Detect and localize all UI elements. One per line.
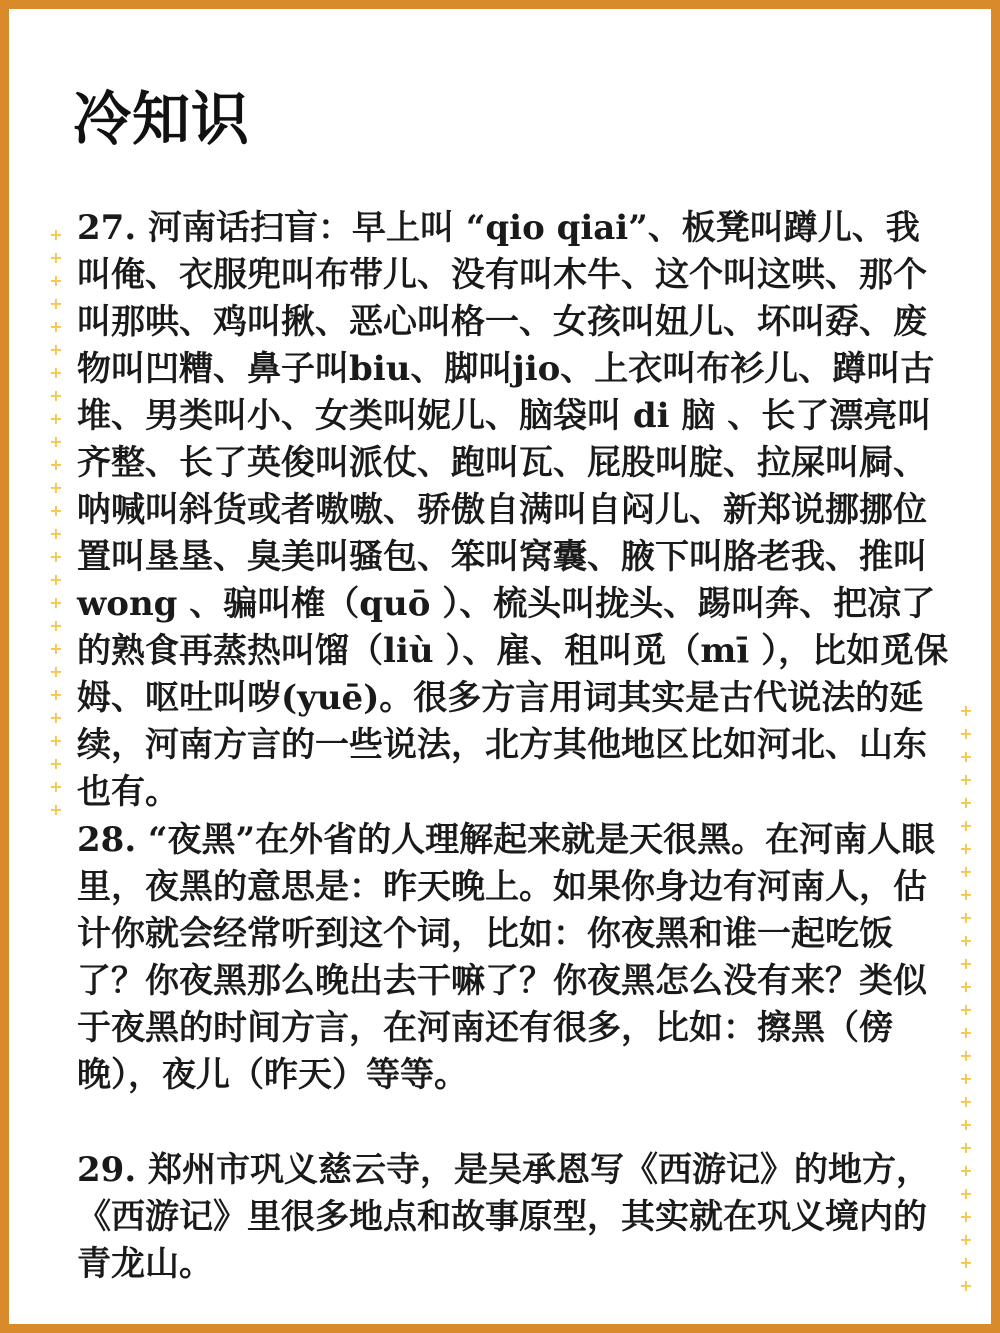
decorative-dots-right-icon: + + + + + + + + + + + + + + + + + + + + + + + + + + <box>959 701 973 1295</box>
decorative-dots-left-icon: + + + + + + + + + + + + + + + + + + + + + + + + + + <box>49 225 63 819</box>
fact-28-paragraph: 28. “夜黑”在外省的人理解起来就是天很黑。在河南人眼里，夜黑的意思是：昨天晚上。如果你身边有河南人，估计你就会经常听到这个词，比如：你夜黑和谁一起吃饭了？你夜黑那么晚出去干嘛了？你夜黑怎么没有来？类似于夜黑的时间方言，在河南还有很多，比如：擦黑（傍晚），夜儿（昨天）等等。 <box>77 820 936 1095</box>
fact-29-paragraph: 29. 郑州市巩义慈云寺，是吴承恩写《西游记》的地方，《西游记》里很多地点和故事原型，其实就在巩义境内的青龙山。 <box>77 1150 930 1284</box>
fact-27-paragraph: 27. 河南话扫盲：早上叫 “qio qiai”、板凳叫蹲儿、我叫俺、衣服兜叫布带儿、没有叫木牛、这个叫这哄、那个叫那哄、鸡叫揪、恶心叫格一、女孩叫妞儿、坏叫孬、废物叫凹糟、鼻子叫biu、脚叫jio、上衣叫布衫儿、蹲叫古堆、男类叫小、女类叫妮儿、脑袋叫 di 脑 、长了漂亮叫齐整、长了英俊叫派仗、跑叫瓦、屁股叫腚、拉屎叫屙、呐喊叫斜货或者嗷嗷、骄傲自满叫自闷儿、新郑说挪挪位置叫垦垦、臭美叫骚包、笨叫窝囊、腋下叫胳老我、推叫wong 、骗叫榷（quō ）、梳头叫拢头、踢叫奔、把凉了的熟食再蒸热叫馏（liù ）、雇、租叫觅（mī ），比如觅保姆、呕吐叫哕(yuē)。很多方言用词其实是古代说法的延续，河南方言的一些说法，北方其他地区比如河北、山东也有。 <box>77 208 949 812</box>
page-title: 冷知识 <box>73 85 251 153</box>
